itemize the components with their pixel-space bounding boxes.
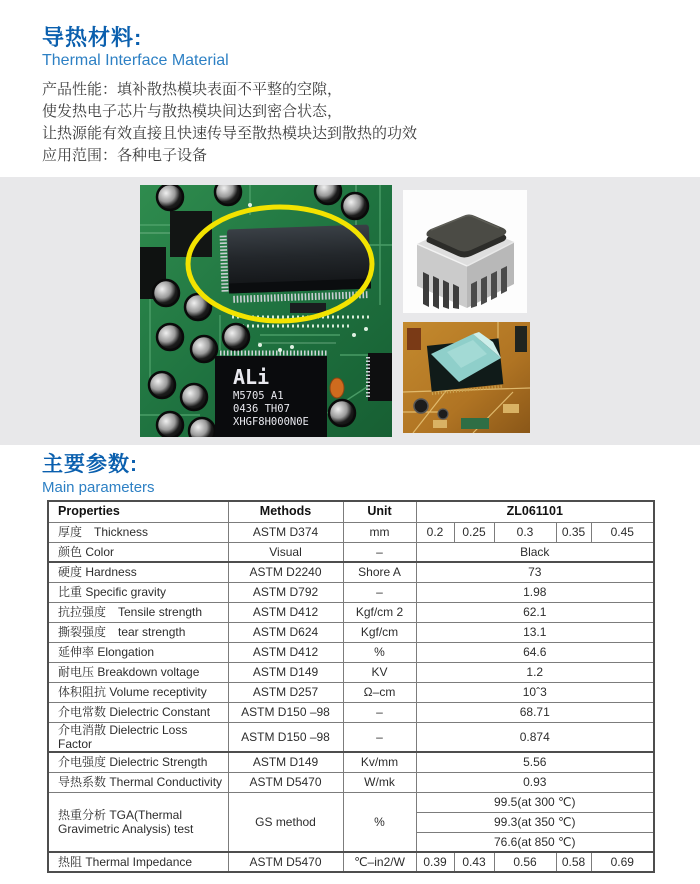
cell-unit: Kv/mm bbox=[343, 752, 416, 772]
cell-method: GS method bbox=[228, 792, 343, 852]
cell-property: 延伸率 Elongation bbox=[48, 642, 228, 662]
table-row-color bbox=[48, 542, 654, 562]
table-row-dielectric-loss bbox=[48, 722, 654, 752]
cell-unit: % bbox=[343, 792, 416, 852]
cell-property: 介电消散 Dielectric Loss Factor bbox=[48, 722, 228, 752]
cell-method: ASTM D150 –98 bbox=[228, 702, 343, 722]
cell-value: 73 bbox=[416, 562, 654, 582]
cell-method: ASTM D150 –98 bbox=[228, 722, 343, 752]
cell-value: 5.56 bbox=[416, 752, 654, 772]
cell-value: 0.39 bbox=[416, 852, 454, 872]
table-row-tensile-strength bbox=[48, 602, 654, 622]
cell-method: ASTM D257 bbox=[228, 682, 343, 702]
cell-property: 体积阻抗 Volume receptivity bbox=[48, 682, 228, 702]
page-title-en: Thermal Interface Material bbox=[42, 52, 229, 69]
cell-method: ASTM D792 bbox=[228, 582, 343, 602]
cell-unit: – bbox=[343, 542, 416, 562]
table-row-hardness bbox=[48, 562, 654, 582]
cell-unit: – bbox=[343, 582, 416, 602]
table-row-thermal-conductivity bbox=[48, 772, 654, 792]
cell-method: ASTM D5470 bbox=[228, 772, 343, 792]
description-line: 应用范围：各种电子设备 bbox=[42, 147, 208, 164]
cell-method: ASTM D624 bbox=[228, 622, 343, 642]
cell-property: 抗拉强度 Tensile strength bbox=[48, 602, 228, 622]
col-header-unit: Unit bbox=[343, 501, 416, 522]
col-header-methods: Methods bbox=[228, 501, 343, 522]
cell-value: 0.3 bbox=[494, 522, 556, 542]
cell-property: 硬度 Hardness bbox=[48, 562, 228, 582]
col-header-properties: Properties bbox=[48, 501, 228, 522]
cell-unit: ℃–in2/W bbox=[343, 852, 416, 872]
table-row-tga bbox=[48, 792, 654, 812]
cell-value: 0.43 bbox=[454, 852, 494, 872]
cell-value: 0.56 bbox=[494, 852, 556, 872]
doc-header bbox=[42, 26, 662, 167]
cell-method: ASTM D374 bbox=[228, 522, 343, 542]
cell-method: ASTM D149 bbox=[228, 662, 343, 682]
table-header-row bbox=[48, 501, 654, 522]
cell-unit: Kgf/cm bbox=[343, 622, 416, 642]
cell-method: ASTM D149 bbox=[228, 752, 343, 772]
table-row-dielectric-strength bbox=[48, 752, 654, 772]
cell-unit: Shore A bbox=[343, 562, 416, 582]
cell-value: 0.25 bbox=[454, 522, 494, 542]
cell-property: 导热系数 Thermal Conductivity bbox=[48, 772, 228, 792]
table-row-thickness bbox=[48, 522, 654, 542]
table-row-tear-strength bbox=[48, 622, 654, 642]
cell-unit: KV bbox=[343, 662, 416, 682]
cell-property: 热重分析 TGA(Thermal Gravimetric Analysis) test bbox=[48, 792, 228, 852]
table-row-volume-receptivity bbox=[48, 682, 654, 702]
cell-value: 68.71 bbox=[416, 702, 654, 722]
cell-value: Black bbox=[416, 542, 654, 562]
cell-unit: – bbox=[343, 722, 416, 752]
page-title-zh: 导热材料: bbox=[42, 25, 143, 50]
cell-value: 1.98 bbox=[416, 582, 654, 602]
cell-value: 64.6 bbox=[416, 642, 654, 662]
parameters-title-en: Main parameters bbox=[42, 479, 155, 496]
chip-label-line: XHGF8H000N0E bbox=[233, 416, 309, 428]
main-pcb-photo bbox=[140, 185, 392, 437]
cell-value: 99.5(at 300 ℃) bbox=[416, 792, 654, 812]
cell-method: Visual bbox=[228, 542, 343, 562]
table-row-dielectric-constant bbox=[48, 702, 654, 722]
cell-unit: mm bbox=[343, 522, 416, 542]
cell-value: 13.1 bbox=[416, 622, 654, 642]
cell-property: 介电强度 Dielectric Strength bbox=[48, 752, 228, 772]
chip-brand-label: ALi bbox=[233, 365, 270, 389]
cell-unit: – bbox=[343, 702, 416, 722]
cell-property: 厚度 Thickness bbox=[48, 522, 228, 542]
cell-value: 62.1 bbox=[416, 602, 654, 622]
cell-value: 0.69 bbox=[591, 852, 654, 872]
cell-unit: % bbox=[343, 642, 416, 662]
cell-property: 热阻 Thermal Impedance bbox=[48, 852, 228, 872]
cell-method: ASTM D412 bbox=[228, 602, 343, 622]
col-header-product-code: ZL061101 bbox=[416, 501, 654, 522]
description-line: 产品性能：填补散热模块表面不平整的空隙， bbox=[42, 81, 343, 98]
chip-label-line: M5705 A1 bbox=[233, 390, 284, 402]
table-row-breakdown-voltage bbox=[48, 662, 654, 682]
heatsink-photo bbox=[403, 190, 527, 313]
cell-value: 10ˆ3 bbox=[416, 682, 654, 702]
cell-property: 介电常数 Dielectric Constant bbox=[48, 702, 228, 722]
cell-method: ASTM D412 bbox=[228, 642, 343, 662]
cell-property: 颜色 Color bbox=[48, 542, 228, 562]
cell-value: 0.58 bbox=[556, 852, 591, 872]
cell-property: 比重 Specific gravity bbox=[48, 582, 228, 602]
cell-value: 0.45 bbox=[591, 522, 654, 542]
cell-value: 1.2 bbox=[416, 662, 654, 682]
cell-value: 0.2 bbox=[416, 522, 454, 542]
cell-unit: W/mk bbox=[343, 772, 416, 792]
photo-band bbox=[0, 177, 700, 445]
cell-method: ASTM D2240 bbox=[228, 562, 343, 582]
cell-value: 99.3(at 350 ℃) bbox=[416, 812, 654, 832]
description-line: 让热源能有效直接且快速传导至散热模块达到散热的功效 bbox=[42, 125, 418, 142]
chip-label-line: 0436 TH07 bbox=[233, 403, 290, 415]
table-row-thermal-impedance bbox=[48, 852, 654, 872]
table-row-specific-gravity bbox=[48, 582, 654, 602]
parameters-title-zh: 主要参数: bbox=[42, 453, 138, 476]
cell-method: ASTM D5470 bbox=[228, 852, 343, 872]
cell-value: 0.35 bbox=[556, 522, 591, 542]
pad-peel-photo bbox=[403, 322, 530, 433]
product-description bbox=[42, 79, 662, 167]
cell-unit: Kgf/cm 2 bbox=[343, 602, 416, 622]
cell-value: 0.874 bbox=[416, 722, 654, 752]
cell-property: 耐电压 Breakdown voltage bbox=[48, 662, 228, 682]
parameters-table bbox=[47, 500, 655, 873]
cell-value: 76.6(at 850 ℃) bbox=[416, 832, 654, 852]
cell-unit: Ω–cm bbox=[343, 682, 416, 702]
cell-property: 撕裂强度 tear strength bbox=[48, 622, 228, 642]
description-line: 使发热电子芯片与散热模块间达到密合状态， bbox=[42, 103, 343, 120]
parameters-header bbox=[42, 453, 155, 498]
table-row-elongation bbox=[48, 642, 654, 662]
cell-value: 0.93 bbox=[416, 772, 654, 792]
